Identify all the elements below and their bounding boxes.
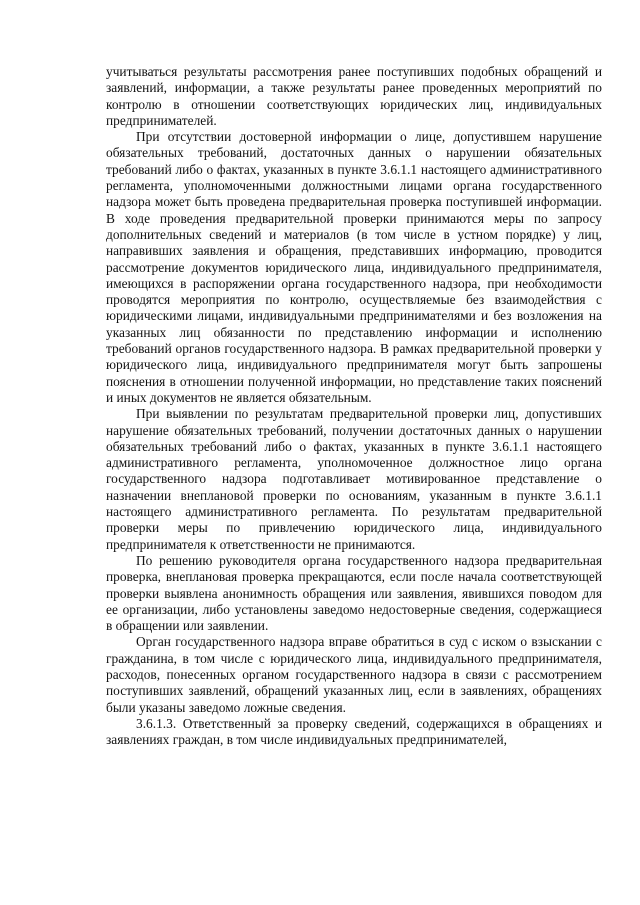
- paragraph-continuation: учитываться результаты рассмотрения ранее поступивших подобных обращений и заявлений, информации, а также результаты ранее проведенных мероприятий по контролю в отношении соответствующих юридических лиц, индивидуальных предпринимателей.: [106, 64, 602, 128]
- paragraph-violation-detected: При выявлении по результатам предварительной проверки лиц, допустивших нарушение обязательных требований, получении достаточных данных о нарушении обязательных требований либо о фактах, указанных в пункте 3.6.1.1 настоящего административного регламента, уполномоченное должностное лицо органа государственного надзора подготавливает мотивированное представление о назначении внеплановой проверки по основаниям, указанным в пункте 3.6.1.1 настоящего административного регламента. По результатам предварительной проверки меры по привлечению юридического лица, индивидуального предпринимателя к ответственности не принимаются.: [106, 406, 602, 552]
- paragraph-check-termination: По решению руководителя органа государственного надзора предварительная проверка, внеплановая проверка прекращаются, если после начала соответствующей проверки выявлена анонимность обращения или заявления, явившихся поводом для ее организации, либо установлены заведомо недостоверные сведения, содержащиеся в обращении или заявлении.: [106, 552, 602, 634]
- paragraph-section-3-6-1-3: 3.6.1.3. Ответственный за проверку сведений, содержащихся в обращениях и заявлениях граждан, в том числе индивидуальных предпринимателей,: [106, 715, 602, 748]
- document-page: [106, 64, 602, 748]
- paragraph-preliminary-check: При отсутствии достоверной информации о лице, допустившем нарушение обязательных требований, достаточных данных о нарушении обязательных требований либо о фактах, указанных в пункте 3.6.1.1 настоящего административного регламента, уполномоченными должностными лицами органа государственного надзора может быть проведена предварительная проверка поступившей информации. В ходе проведения предварительной проверки принимаются меры по запросу дополнительных сведений и материалов (в том числе в устном порядке) у лиц, направивших заявления и обращения, представивших информацию, проводится рассмотрение документов юридического лица, индивидуального предпринимателя, имеющихся в распоряжении органа государственного надзора, при необходимости проводятся мероприятия по контролю, осуществляемые без взаимодействия с юридическими лицами, индивидуальными предпринимателями и без возложения на указанных лиц обязанности по представлению информации и исполнению требований органов государственного надзора. В рамках предварительной проверки у юридического лица, индивидуального предпринимателя могут быть запрошены пояснения в отношении полученной информации, но представление таких пояснений и иных документов не является обязательным.: [106, 129, 602, 405]
- paragraph-court-claim: Орган государственного надзора вправе обратиться в суд с иском о взыскании с гражданина, в том числе с юридического лица, индивидуального предпринимателя, расходов, понесенных органом государственного надзора в связи с рассмотрением поступивших заявлений, обращений указанных лиц, если в заявлениях, обращениях были указаны заведомо ложные сведения.: [106, 634, 602, 715]
